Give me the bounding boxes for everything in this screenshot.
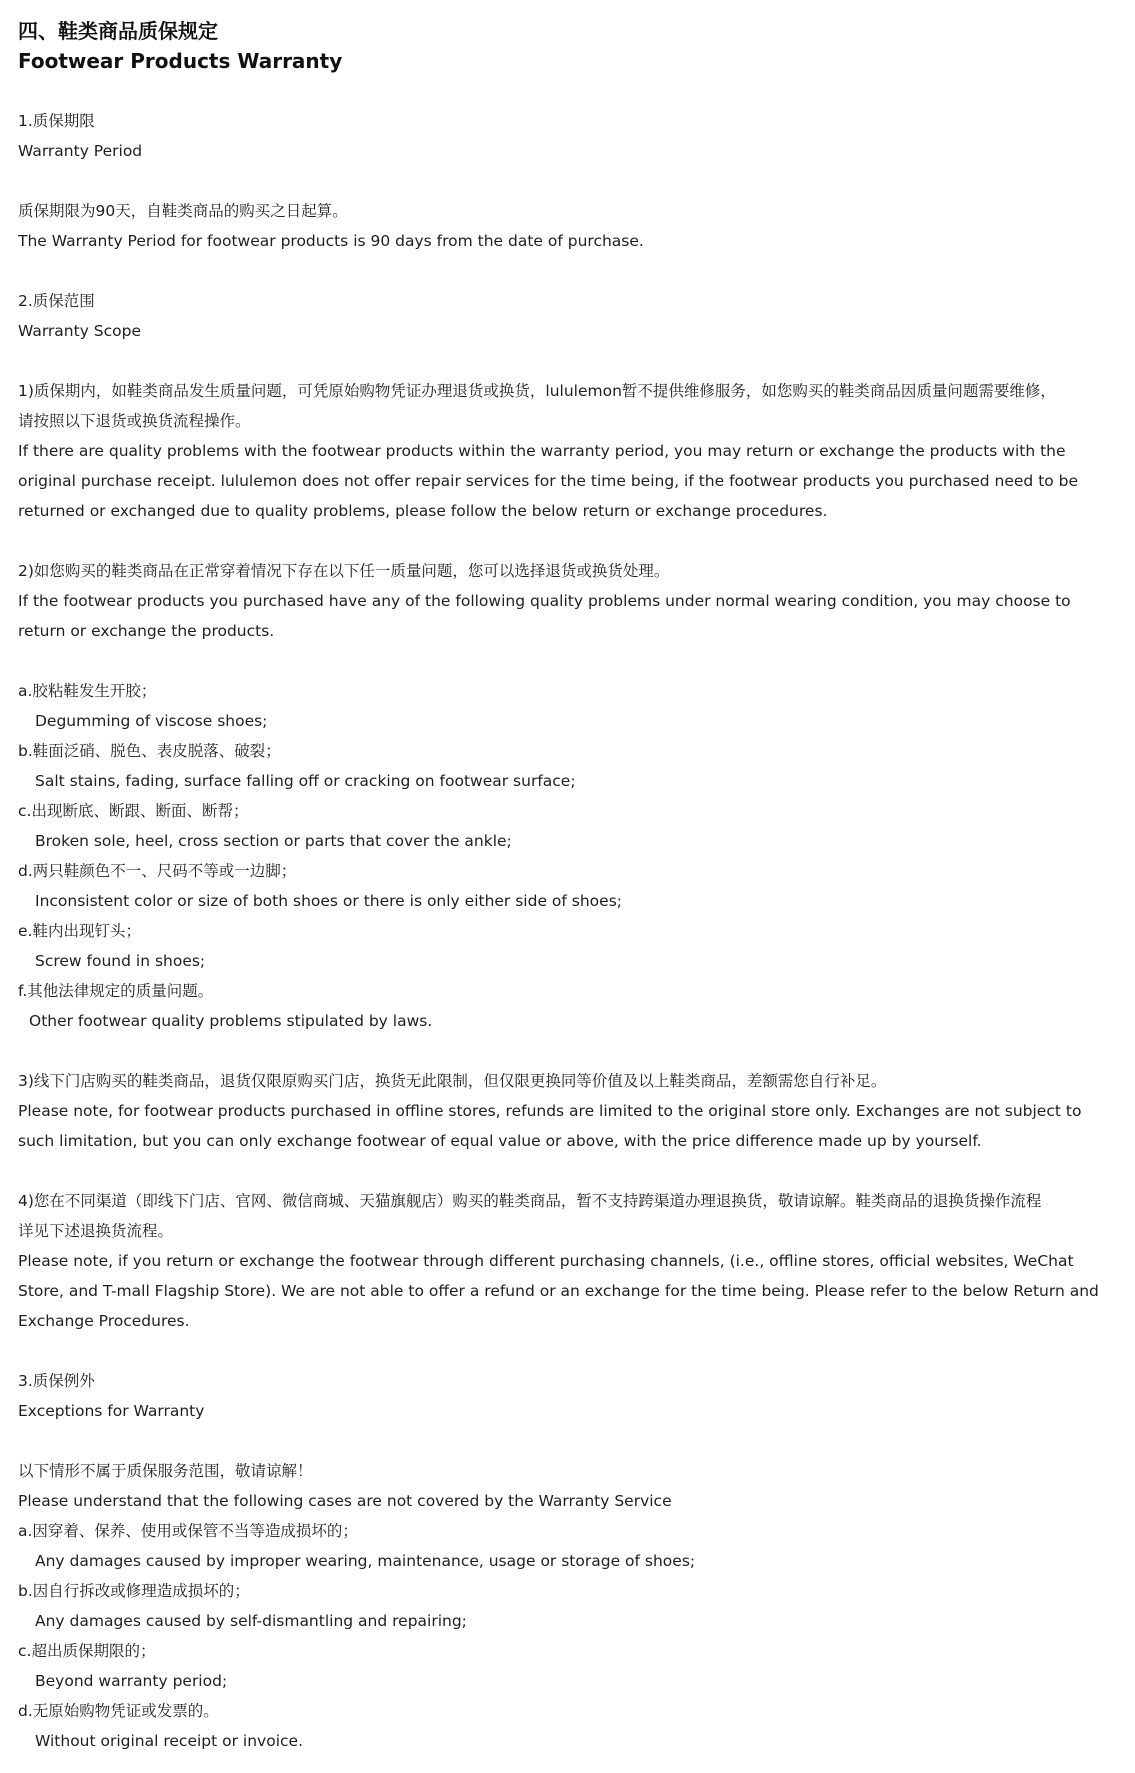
paragraph-en: Please note, if you return or exchange the footwear through different purchasing channels, (i.e., offline stores, official websites, WeChat [18,1252,1074,1270]
scope-paragraph-3 [18,1066,1117,1156]
list-item-en: Other footwear quality problems stipulated by laws. [29,1012,433,1030]
list-item-zh: d.无原始购物凭证或发票的。 [18,1702,219,1720]
list-item-zh: a.胶粘鞋发生开胶； [18,682,157,700]
list-item-zh: b.鞋面泛硝、脱色、表皮脱落、破裂； [18,742,281,760]
section-heading-en: Warranty Period [18,142,143,160]
paragraph-en: Please note, for footwear products purchased in offline stores, refunds are limited to the original store only. Exchanges are not subject to [18,1102,1082,1120]
list-item-zh: c.出现断底、断跟、断面、断帮； [18,802,249,820]
paragraph-zh: 以下情形不属于质保服务范围，敬请谅解！ [18,1462,313,1480]
list-item-zh: b.因自行拆改或修理造成损坏的； [18,1582,250,1600]
paragraph-zh: 详见下述退换货流程。 [18,1222,174,1240]
list-item-en: Inconsistent color or size of both shoes or there is only either side of shoes; [35,892,623,910]
paragraph-en: If there are quality problems with the footwear products within the warranty period, you may return or exchange the products with the [18,442,1066,460]
paragraph-en: Please understand that the following cases are not covered by the Warranty Service [18,1492,672,1510]
paragraph-zh: 4)您在不同渠道（即线下门店、官网、微信商城、天猫旗舰店）购买的鞋类商品，暂不支持跨渠道办理退换货，敬请谅解。鞋类商品的退换货操作流程 [18,1192,1042,1210]
scope-paragraph-2 [18,556,1117,646]
period-text [18,196,1117,256]
list-item-zh: d.两只鞋颜色不一、尺码不等或一边脚； [18,862,297,880]
list-item-zh: f.其他法律规定的质量问题。 [18,982,214,1000]
quality-problem-list [18,676,1117,1036]
page-title-en: Footwear Products Warranty [18,49,343,73]
paragraph-zh: 3)线下门店购买的鞋类商品，退货仅限原购买门店，换货无此限制，但仅限更换同等价值及以上鞋类商品，差额需您自行补足。 [18,1072,887,1090]
list-item-en: Any damages caused by improper wearing, maintenance, usage or storage of shoes; [35,1552,696,1570]
list-item-zh: c.超出质保期限的； [18,1642,156,1660]
list-item-zh: a.因穿着、保养、使用或保管不当等造成损坏的； [18,1522,358,1540]
paragraph-en: such limitation, but you can only exchange footwear of equal value or above, with the price difference made up by yourself. [18,1132,982,1150]
paragraph-zh: 1)质保期内，如鞋类商品发生质量问题，可凭原始购物凭证办理退货或换货，lululemon暂不提供维修服务，如您购买的鞋类商品因质量问题需要维修， [18,382,1056,400]
paragraph-en: original purchase receipt. lululemon does not offer repair services for the time being, if the footwear products you purchased need to be [18,472,1079,490]
scope-paragraph-1 [18,376,1117,526]
list-item-en: Without original receipt or invoice. [35,1732,304,1750]
list-item-en: Degumming of viscose shoes; [35,712,268,730]
paragraph-zh: 质保期限为90天，自鞋类商品的购买之日起算。 [18,202,348,220]
scope-heading [18,286,1117,346]
section-heading-zh: 2.质保范围 [18,292,95,310]
paragraph-en: If the footwear products you purchased have any of the following quality problems under normal wearing condition, you may choose to [18,592,1071,610]
paragraph-en: The Warranty Period for footwear products is 90 days from the date of purchase. [18,232,644,250]
paragraph-en: Exchange Procedures. [18,1312,190,1330]
paragraph-zh: 2)如您购买的鞋类商品在正常穿着情况下存在以下任一质量问题，您可以选择退货或换货处理。 [18,562,670,580]
page-title-zh: 四、鞋类商品质保规定 [18,19,218,43]
exceptions-heading [18,1366,1117,1426]
paragraph-en: Store, and T-mall Flagship Store). We are not able to offer a refund or an exchange for the time being. Please refer to the below Return and [18,1282,1099,1300]
section-heading-zh: 1.质保期限 [18,112,95,130]
paragraph-zh: 请按照以下退货或换货流程操作。 [18,412,251,430]
scope-paragraph-4 [18,1186,1117,1336]
section-heading-en: Warranty Scope [18,322,142,340]
section-heading-en: Exceptions for Warranty [18,1402,205,1420]
paragraph-en: returned or exchanged due to quality problems, please follow the below return or exchange procedures. [18,502,828,520]
list-item-zh: e.鞋内出现钉头； [18,922,141,940]
exceptions-list [18,1456,1117,1756]
section-heading-zh: 3.质保例外 [18,1372,95,1390]
list-item-en: Screw found in shoes; [35,952,206,970]
list-item-en: Salt stains, fading, surface falling off or cracking on footwear surface; [35,772,576,790]
paragraph-en: return or exchange the products. [18,622,275,640]
period-heading [18,106,1117,166]
list-item-en: Any damages caused by self-dismantling and repairing; [35,1612,467,1630]
list-item-en: Beyond warranty period; [35,1672,228,1690]
list-item-en: Broken sole, heel, cross section or parts that cover the ankle; [35,832,512,850]
